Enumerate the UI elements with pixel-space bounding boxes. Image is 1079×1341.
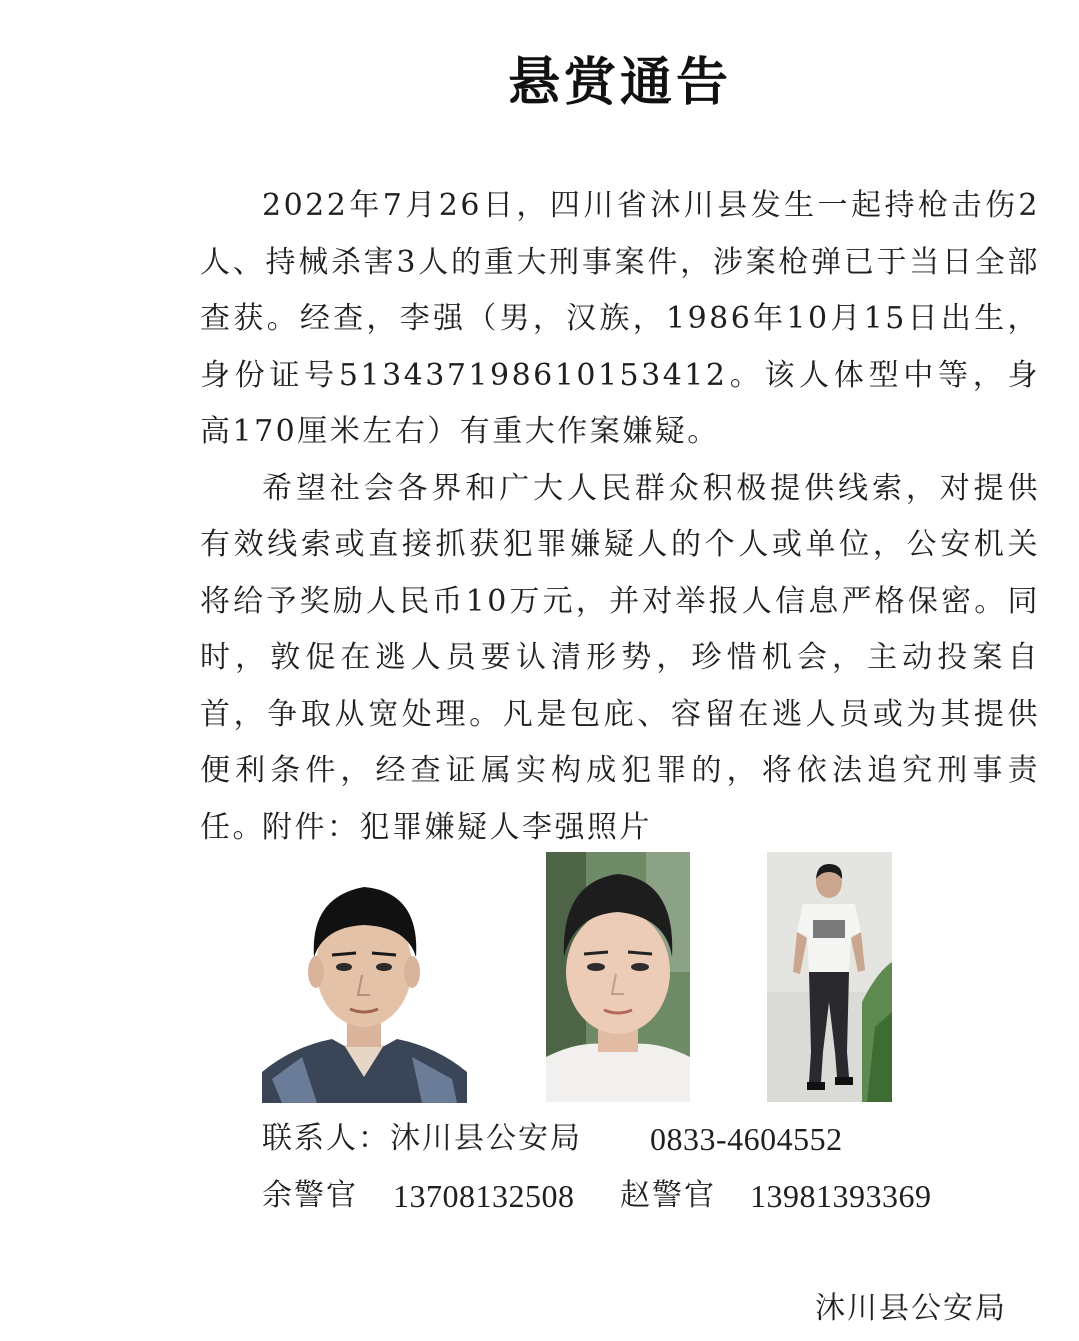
reward-paragraph: 希望社会各界和广大人民群众积极提供线索，对提供有效线索或直接抓获犯罪嫌疑人的个人或单位，公安机关将给予奖励人民币10万元，并对举报人信息严格保密。同时，敦促在逃人员要认清形势，珍惜机会，主动投案自首，争取从宽处理。凡是包庇、容留在逃人员或为其提供便利条件，经查证属实构成犯罪的，将依法追究刑事责任。	[200, 470, 1040, 845]
contact-phone: 0833-4604552	[650, 1121, 843, 1157]
officer2-phone: 13981393369	[750, 1178, 932, 1214]
officer1-name: 余警官	[262, 1178, 358, 1213]
attachment-label: 附件：犯罪嫌疑人李强照片	[262, 810, 652, 845]
officer2-name: 赵警官	[620, 1178, 716, 1213]
suspect-id-photo	[262, 857, 467, 1103]
page-title: 悬赏通告	[507, 52, 732, 113]
suspect-selfie-photo	[546, 852, 690, 1102]
notice-body	[200, 178, 1040, 856]
case-description-paragraph: 2022年7月26日，四川省沐川县发生一起持枪击伤2人、持械杀害3人的重大刑事案件，涉案枪弹已于当日全部查获。经查，李强（男，汉族，1986年10月15日出生，身份证号513437198610153412。该人体型中等，身高170厘米左右）有重大作案嫌疑。	[200, 188, 1040, 449]
issuer-signature: 沐川县公安局	[815, 1291, 1007, 1326]
suspect-walking-photo	[767, 852, 892, 1102]
contact-label: 联系人：沐川县公安局	[262, 1121, 582, 1156]
officer1-phone: 13708132508	[393, 1178, 575, 1214]
